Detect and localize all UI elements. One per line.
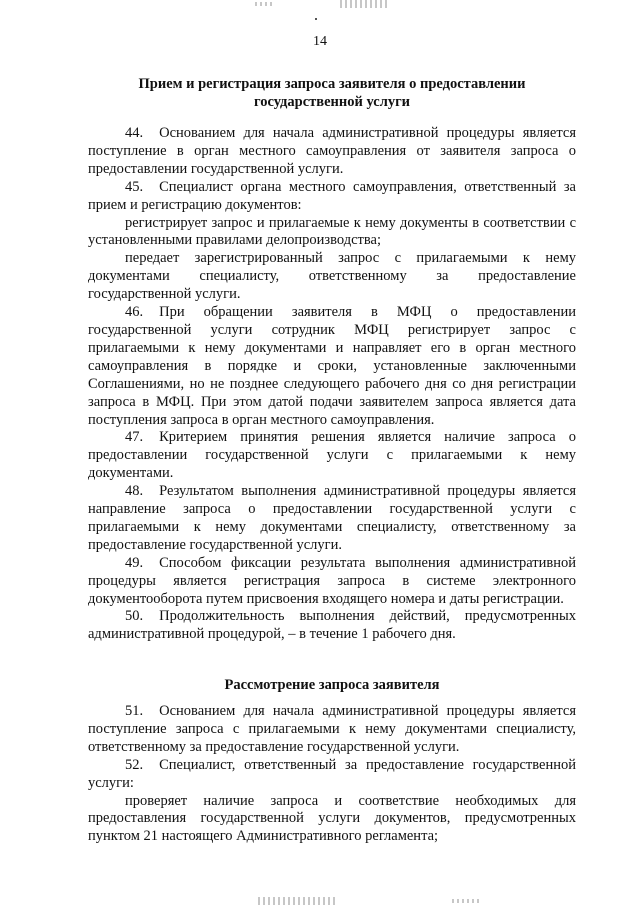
paragraph-number: 47. [125,429,144,446]
paragraph [88,429,576,483]
paragraph [88,179,576,215]
paragraph [88,608,576,644]
paragraph-number: 51. [125,703,144,719]
scan-artifact [255,2,273,6]
page-number: 14 [313,34,327,49]
section-heading-line: Прием и регистрация запроса заявителя о предоставлении [138,76,526,92]
paragraph [88,215,576,251]
paragraph [88,757,576,793]
section-heading: Рассмотрение запроса заявителя [224,677,440,693]
paragraph-number: 45. [125,178,144,195]
paragraph-text: Продолжительность выполнения действий, предусмотренных административной процедурой, – в течение 1 рабочего дня. [88,608,576,643]
section-body [88,703,576,846]
paragraph [88,703,576,757]
paragraph [88,555,576,609]
paragraph-text: Результатом выполнения административной процедуры является направление запроса о предоставлении государственной услуги с прилагаемыми к нему документами специалисту, ответственному за предоставление государственной услуги. [88,483,576,553]
paragraph-number: 50. [125,608,144,625]
paragraph-text: Критерием принятия решения является наличие запроса о предоставлении государственной услуги с прилагаемыми к нему документами. [88,429,576,482]
paragraph-number: 48. [125,483,144,500]
section-heading [88,75,576,111]
section-body [88,125,576,644]
paragraph-text: Способом фиксации результата выполнения административной процедуры является регистрация запроса в системе электронного документооборота путем присвоения входящего номера и даты регистрации. [88,554,576,607]
scan-artifact [340,0,390,8]
scan-artifact [315,18,317,20]
scan-artifact [258,897,336,905]
paragraph [88,793,576,847]
paragraph-text: Специалист, ответственный за предоставление государственной услуги: [88,756,576,791]
scan-artifact [452,899,480,903]
paragraph [88,483,576,555]
paragraph-text: При обращении заявителя в МФЦ о предоставлении государственной услуги сотрудник МФЦ регистрирует запрос с прилагаемыми к нему документами и направляет его в орган местного самоуправления в порядке и сроки, установленные заключенными Соглашениями, но не позднее следующего рабочего дня со дня регистрации запроса в МФЦ. При этом датой подачи заявителем запроса является дата поступления запроса в орган местного самоуправления. [88,304,576,428]
paragraph-text: регистрирует запрос и прилагаемые к нему документы в соответствии с установленными правилами делопроизводства; [88,214,576,249]
paragraph [88,304,576,429]
paragraph-number: 49. [125,554,144,571]
paragraph-text: проверяет наличие запроса и соответствие необходимых для предоставления государственной услуги документов, предусмотренных пунктом 21 настоящего Административного регламента; [88,792,576,845]
paragraph [88,250,576,304]
paragraph-text: Специалист органа местного самоуправления, ответственный за прием и регистрацию документов: [88,178,576,213]
paragraph-number: 52. [125,756,144,773]
paragraph-text: передает зарегистрированный запрос с прилагаемыми к нему документами специалисту, ответственному за предоставление государственной услуги. [88,250,576,303]
paragraph-text: Основанием для начала административной процедуры является поступление запроса с прилагаемыми к нему документами специалисту, ответственному за предоставление государственной услуги. [88,703,576,755]
paragraph-number: 46. [125,304,144,321]
paragraph-number: 44. [125,125,144,141]
paragraph-text: Основанием для начала административной процедуры является поступление в орган местного самоуправления от заявителя запроса о предоставлении государственной услуги. [88,125,576,177]
section-heading-line: государственной услуги [253,94,411,110]
paragraph [88,125,576,179]
